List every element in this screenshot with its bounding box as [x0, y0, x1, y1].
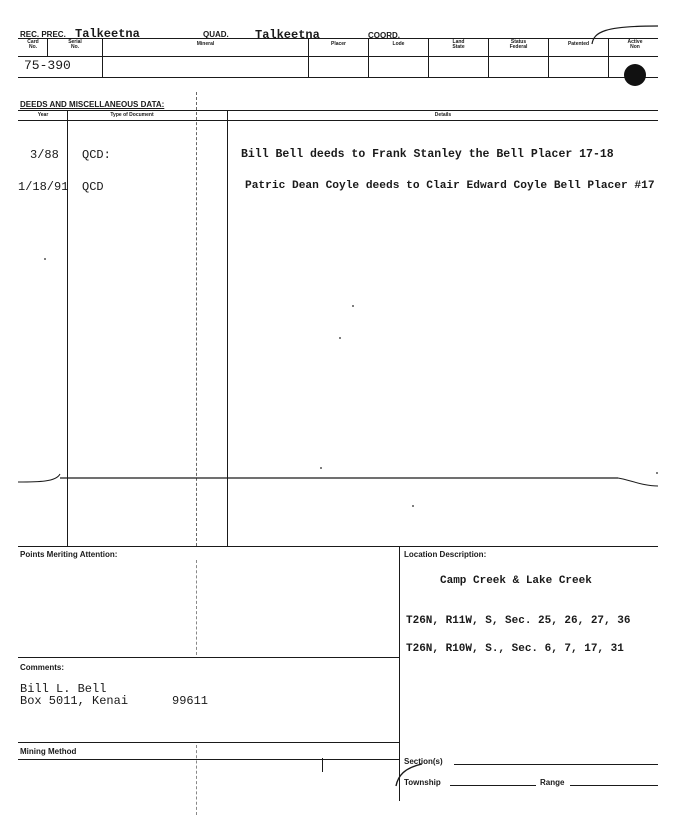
deeds-rule-head [18, 120, 658, 121]
deed-row-1-year: 3/88 [30, 148, 59, 162]
col-mineral: Mineral [196, 41, 215, 47]
col-lode: Lode [392, 41, 405, 47]
location-label: Location Description: [404, 550, 487, 559]
mining-underline [18, 759, 399, 760]
deed-row-1-type: QCD: [82, 148, 111, 162]
comments-label: Comments: [20, 663, 65, 672]
col-year: Year [37, 112, 49, 118]
speck [412, 505, 414, 507]
card-no-value: 75-390 [24, 58, 71, 73]
header-rule-top [18, 38, 658, 39]
col-details: Details [434, 112, 452, 118]
points-dashed-divider [196, 560, 197, 655]
quad-label: QUAD. [203, 30, 229, 39]
mining-tick [322, 758, 323, 772]
speck [44, 258, 46, 260]
col-patented: Patented [567, 41, 590, 47]
sections-line [454, 764, 658, 765]
col-land-state: Land State [452, 39, 465, 50]
rec-prec-value: Talkeetna [75, 27, 140, 41]
speck [656, 472, 658, 474]
checkmark-icon [390, 762, 430, 788]
rec-prec-label: REC. PREC. [20, 30, 66, 39]
township-label: Township [404, 778, 441, 787]
deeds-section-title: DEEDS AND MISCELLANEOUS DATA: [20, 100, 165, 109]
header-rule-mid [18, 56, 658, 57]
deed-row-1-details: Bill Bell deeds to Frank Stanley the Bell Placer 17-18 [241, 148, 614, 161]
points-label: Points Meriting Attention: [20, 550, 118, 559]
comments-rule [18, 657, 399, 658]
lower-rule-top [18, 546, 658, 547]
col-active: Active Non [627, 39, 643, 50]
ruled-band-line [18, 470, 660, 494]
deed-row-2-type: QCD [82, 180, 104, 194]
township-line [450, 785, 536, 786]
active-filled-dot [624, 64, 646, 86]
range-line [570, 785, 658, 786]
range-label: Range [540, 778, 565, 787]
col-placer: Placer [330, 41, 346, 47]
header-rule-bottom [18, 77, 658, 78]
comments-line-1: Bill L. Bell [20, 682, 107, 696]
comments-line-2: Box 5011, Kenai [20, 694, 129, 708]
sections-label: Section(s) [404, 757, 443, 766]
deed-row-2-details: Patric Dean Coyle deeds to Clair Edward Coyle Bell Placer #17 [245, 180, 655, 192]
col-type-of-document: Type of Document [110, 112, 154, 118]
col-status-federal: Status Federal [509, 39, 528, 50]
speck [352, 305, 354, 307]
deeds-rule-top [18, 110, 658, 111]
mining-label: Mining Method [20, 747, 77, 756]
col-card-no: Card No. [27, 39, 39, 50]
mining-dashed-divider [196, 745, 197, 815]
mining-rule [18, 742, 399, 743]
col-serial-no: Serial No. [68, 39, 82, 50]
speck [339, 337, 341, 339]
coord-label: COORD. [368, 31, 400, 40]
deed-row-2-year: 1/18/91 [18, 180, 69, 194]
location-line-1: Camp Creek & Lake Creek [440, 575, 592, 587]
quad-value: Talkeetna [255, 28, 320, 42]
comments-zip: 99611 [172, 694, 209, 708]
location-line-2: T26N, R11W, S, Sec. 25, 26, 27, 36 [406, 615, 631, 627]
location-line-3: T26N, R10W, S., Sec. 6, 7, 17, 31 [406, 643, 624, 655]
speck [320, 467, 322, 469]
header-divider [608, 38, 609, 77]
